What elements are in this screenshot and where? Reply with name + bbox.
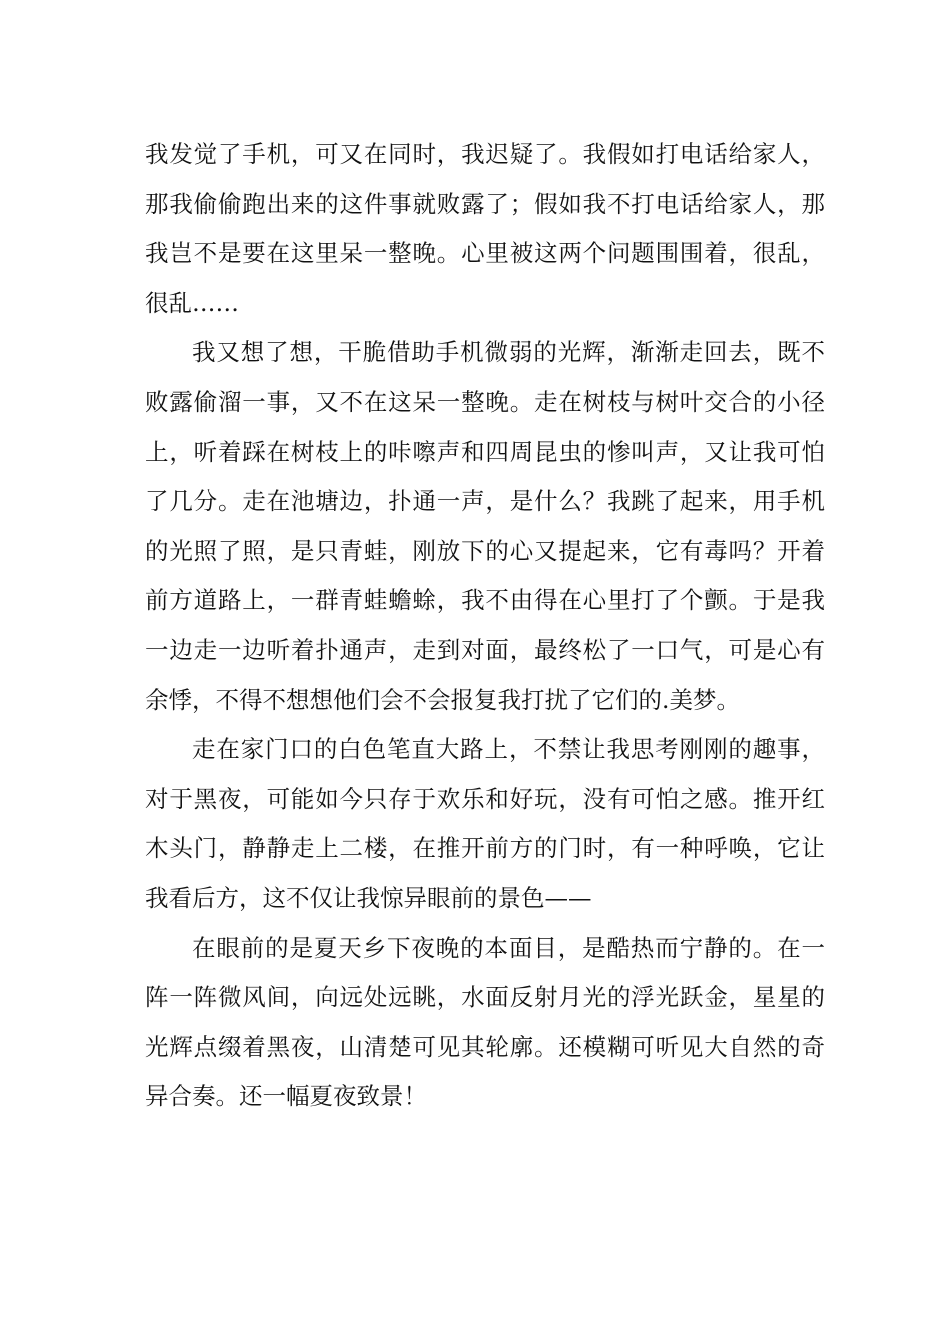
paragraph-1: 我发觉了手机，可又在同时，我迟疑了。我假如打电话给家人，那我偷偷跑出来的这件事就败露了；假如我不打电话给家人，那我岂不是要在这里呆一整晚。心里被这两个问题围围着，很乱，很乱…… bbox=[145, 140, 825, 317]
paragraph-3: 走在家门口的白色笔直大路上，不禁让我思考刚刚的趣事，对于黑夜，可能如今只存于欢乐和好玩，没有可怕之感。推开红木头门，静静走上二楼，在推开前方的门时，有一种呼唤，它让我看后方，这不仅让我惊异眼前的景色—— bbox=[145, 735, 825, 912]
paragraph-2: 我又想了想，干脆借助手机微弱的光辉，渐渐走回去，既不败露偷溜一事，又不在这呆一整晚。走在树枝与树叶交合的小径上，听着踩在树枝上的咔嚓声和四周昆虫的惨叫声，又让我可怕了几分。走在池塘边，扑通一声，是什么？我跳了起来，用手机的光照了照，是只青蛙，刚放下的心又提起来，它有毒吗？开着前方道路上，一群青蛙蟾蜍，我不由得在心里打了个颤。于是我一边走一边听着扑通声，走到对面，最终松了一口气，可是心有余悸，不得不想想他们会不会报复我打扰了它们的.美梦。 bbox=[145, 338, 825, 714]
document-body bbox=[145, 130, 825, 1122]
paragraph-4: 在眼前的是夏天乡下夜晚的本面目，是酷热而宁静的。在一阵一阵微风间，向远处远眺，水面反射月光的浮光跃金，星星的光辉点缀着黑夜，山清楚可见其轮廓。还模糊可听见大自然的奇异合奏。还一幅夏夜致景！ bbox=[145, 933, 825, 1111]
